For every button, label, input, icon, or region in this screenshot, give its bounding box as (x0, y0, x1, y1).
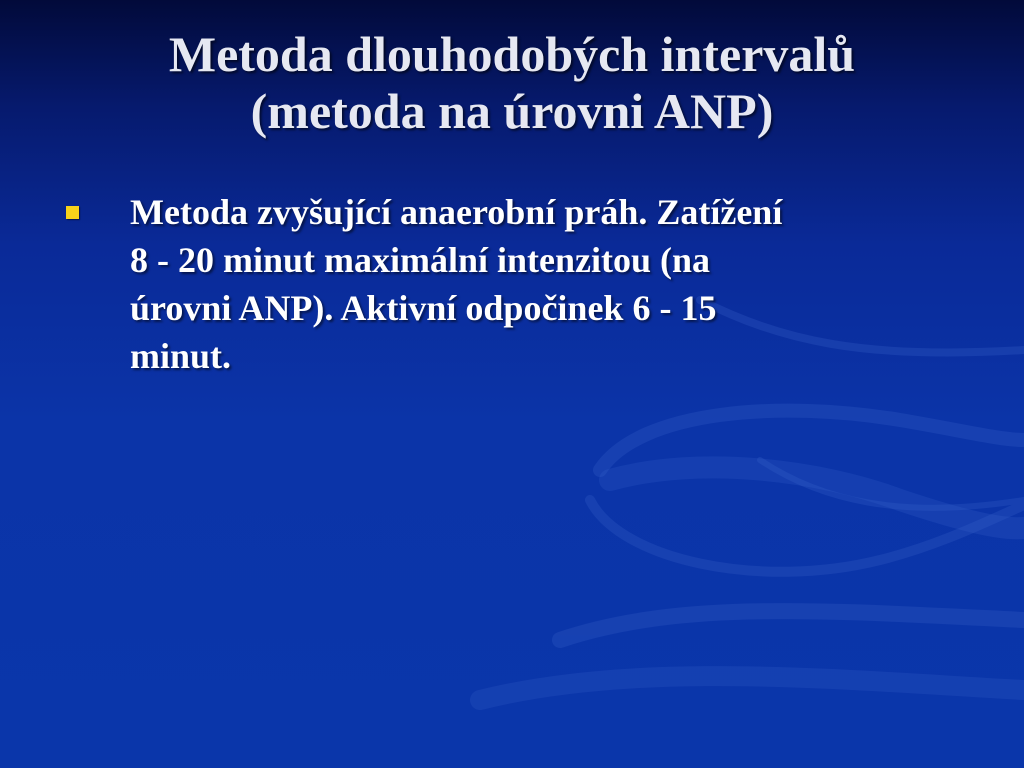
bullet-text-line-3: úrovni ANP). Aktivní odpočinek 6 - 15 (130, 288, 717, 328)
bullet-text-line-1: Metoda zvyšující anaerobní práh. Zatížení (130, 192, 783, 232)
bullet-list (62, 188, 962, 380)
bullet-text (130, 188, 950, 380)
bullet-text-line-4: minut. (130, 336, 232, 376)
slide-title (40, 26, 984, 140)
bullet-text-line-2: 8 - 20 minut maximální intenzitou (na (130, 240, 711, 280)
slide-title-line-2: (metoda na úrovni ANP) (250, 83, 774, 139)
slide-title-line-1: Metoda dlouhodobých intervalů (168, 26, 856, 82)
square-bullet-icon (66, 206, 79, 219)
bullet-item (62, 188, 962, 380)
